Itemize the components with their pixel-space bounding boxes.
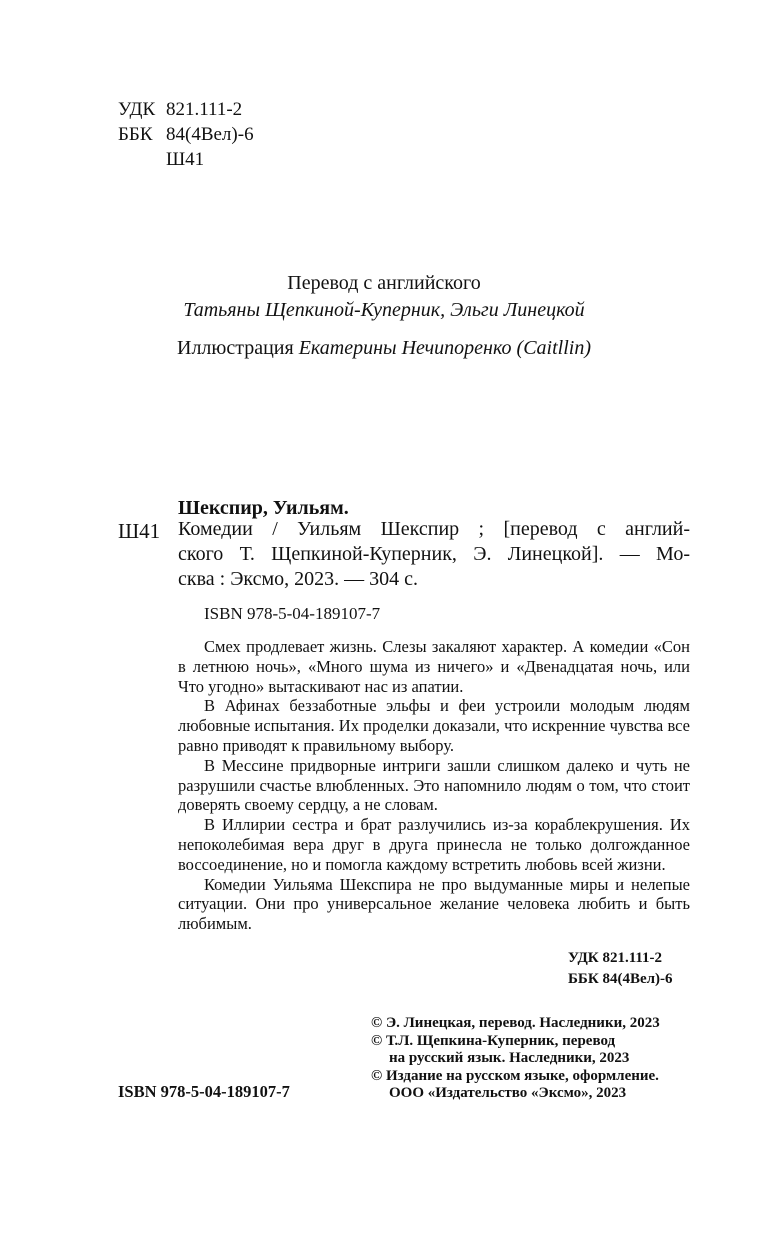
bib-line: сква : Эксмо, 2023. — 304 с. [178, 568, 419, 590]
copyright-block [371, 1015, 660, 1103]
annotation-paragraph: Смех продлевает жизнь. Слезы закаляют характер. А комедии «Сон в летнюю ночь», «Много шума из ничего» и «Двенадцатая ночь, или Что угодно» вытаскивают нас из апатии. [178, 637, 690, 696]
annotation-paragraph: В Иллирии сестра и брат разлучились из-за кораблекрушения. Их непоколебимая вера друг в друга принесла не только долгожданное воссоединение, но и помогла каждому встретить любовь всей жизни. [178, 815, 690, 874]
classification-codes [118, 97, 254, 172]
copyright-line: ООО «Издательство «Эксмо», 2023 [389, 1085, 627, 1101]
annotation [178, 637, 690, 934]
annotation-paragraph: Комедии Уильяма Шекспира не про выдуманные миры и нелепые ситуации. Они про универсальное желание человека любить и быть любимым. [178, 874, 690, 934]
copyright-line: © Издание на русском языке, оформление. [371, 1067, 659, 1084]
copyright-line: © Э. Линецкая, перевод. Наследники, 2023 [371, 1015, 660, 1031]
copyright-line: © Т.Л. Щепкина-Куперник, перевод [371, 1032, 616, 1049]
copyright-line: на русский язык. Наследники, 2023 [389, 1050, 630, 1066]
bib-line: ского Т. Щепкиной-Куперник, Э. Линецкой]. — Мо- [178, 543, 690, 565]
translators-line: Татьяны Щепкиной-Куперник, Эльги Линецкой [183, 299, 585, 321]
isbn-bottom: ISBN 978-5-04-189107-7 [118, 1082, 290, 1101]
entry-isbn: ISBN 978-5-04-189107-7 [204, 604, 381, 623]
translation-line: Перевод с английского [287, 272, 481, 294]
annotation-paragraph: В Афинах беззаботные эльфы и феи устроили молодым людям любовные испытания. Их проделки доказали, что искренние чувства все равно приводят к правильному выбору. [178, 696, 690, 755]
annotation-paragraph: В Мессине придворные интриги зашли слишком далеко и чуть не разрушили счастье влюбленных. Это напомнило людям о том, что стоит доверять своему сердцу, а не словам. [178, 755, 690, 815]
bbk-code: ББК 84(4Вел)-6 [118, 124, 254, 145]
entry-author: Шекспир, Уильям. [178, 497, 349, 519]
bibliographic-description [178, 517, 690, 592]
classification-block [568, 948, 673, 990]
udk-code: УДК 821.111-2 [118, 99, 243, 120]
author-sign: Ш41 [166, 149, 205, 170]
bib-line: Комедии / Уильям Шекспир ; [перевод с англий- [178, 518, 690, 540]
illustration-line: Иллюстрация Екатерины Нечипоренко (Caitllin) [177, 337, 591, 359]
udk-label: УДК 821.111-2 [568, 950, 663, 966]
bbk-label: ББК 84(4Вел)-6 [568, 971, 673, 987]
entry-code: Ш41 [118, 519, 161, 543]
